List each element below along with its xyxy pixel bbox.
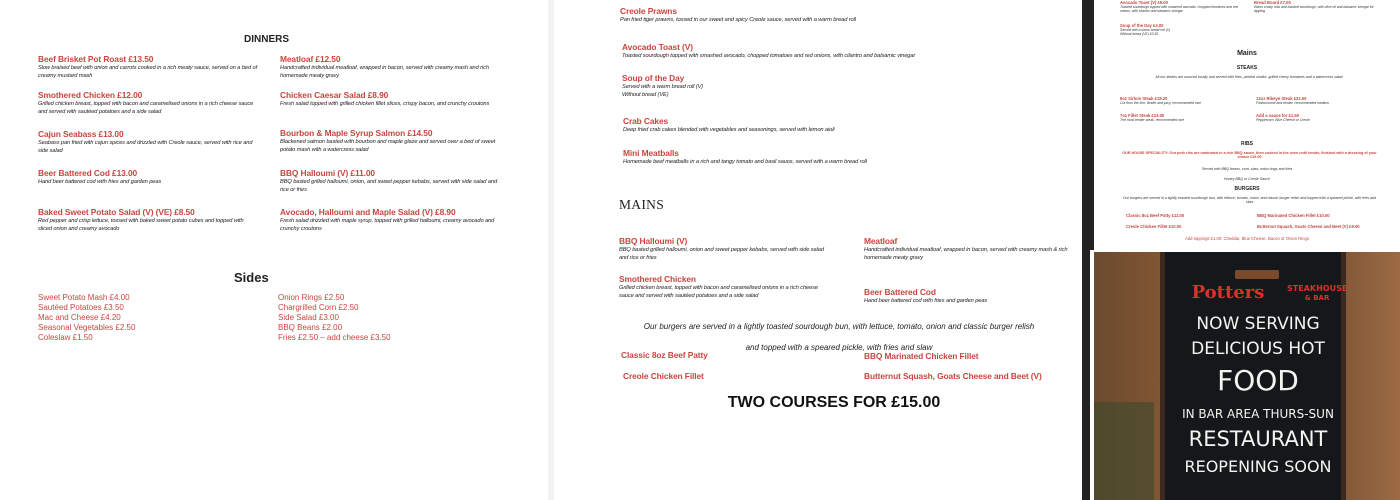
brand-name: Potters <box>1191 282 1265 303</box>
brand-sub-2: & BAR <box>1304 294 1330 302</box>
dish-desc: Deep fried crab cakes blended with vegetables and seasonings, served with lemon aioli <box>623 127 835 133</box>
dish-desc: Red pepper and crisp lettuce, tossed with baked sweet potato cubes and topped with sliced onion and creamy avocado <box>38 218 244 232</box>
steaks-menu-page <box>1090 0 1400 250</box>
dish-name: Beer Battered Cod £13.00 <box>38 168 138 178</box>
chalkboard <box>1160 252 1346 500</box>
dish-desc: The most tender steak, recommended rare <box>1120 118 1185 122</box>
sign-line-3: FOOD <box>1217 364 1299 397</box>
side-item: Side Salad £3.00 <box>278 313 339 322</box>
tiny-bread-board <box>1254 0 1384 13</box>
sign-line-2: DELICIOUS HOT <box>1191 339 1325 359</box>
dish-name: Avocado Toast (V) £5.00 <box>1120 0 1168 5</box>
dish-desc: Seabass pan fried with cajun spices and drizzled with Creole sauce, served with rice and side salad <box>38 140 253 154</box>
dish-desc: Hand beer battered cod with fries and garden peas <box>864 298 988 304</box>
starter-mini-meatballs <box>623 148 1063 166</box>
dish-avocado-halloumi <box>280 207 505 233</box>
tiny-bbq-chicken: BBQ Marinated Chicken Fillet £10.00 <box>1257 213 1330 218</box>
side-item: Seasonal Vegetables £2.50 <box>38 323 136 332</box>
dish-desc: Homemade beef meatballs in a rich and tangy tomato and basil sauce, served with a warm bread roll <box>623 159 867 165</box>
steaks-heading: STEAKS <box>1236 65 1258 71</box>
side-item: Fries £2.50 – add cheese £3.50 <box>278 333 391 342</box>
dish-name: Baked Sweet Potato Salad (V) (VE) £8.50 <box>38 207 195 217</box>
dish-desc: Fresh salad drizzled with maple syrup, topped with grilled halloumi, creamy avocado and crunchy croutons <box>280 218 495 232</box>
dish-name: Mini Meatballs <box>623 148 679 158</box>
main-beer-battered-cod <box>864 287 1076 305</box>
mains-heading: MAINS <box>619 197 665 212</box>
steaks-description: All our steaks are sourced locally and served with fries, pickled shallot, grilled cherry tomatoes and a watercress salad <box>1155 75 1343 79</box>
sign-line-4: IN BAR AREA THURS-SUN <box>1182 407 1334 421</box>
dish-name: Avocado, Halloumi and Maple Salad (V) £8.90 <box>280 207 456 217</box>
starter-avocado-toast <box>622 42 1062 60</box>
dish-desc: Toasted sourdough topped with smashed avocado, chopped tomatoes and red onions, with cilantro and balsamic vinegar <box>622 53 916 59</box>
burger-classic-beef: Classic 8oz Beef Patty <box>621 350 708 360</box>
side-item: Onion Rings £2.50 <box>278 293 345 302</box>
sides-left-list <box>38 293 238 343</box>
side-item: Chargrilled Corn £2.50 <box>278 303 359 312</box>
dish-name: Crab Cakes <box>623 116 669 126</box>
dish-desc: Peppercorn, Blue Cheese or Creole <box>1256 118 1310 122</box>
dish-name: Cajun Seabass £13.00 <box>38 129 124 139</box>
dish-desc: Warm crusty rolls and toasted sourdough, with olive oil and balsamic vinegar for dipping <box>1254 5 1374 13</box>
dish-name: Meatloaf £12.50 <box>280 54 341 64</box>
starter-creole-prawns <box>620 6 1060 24</box>
burgers-line-2: and topped with a speared pickle, with fries and slaw <box>745 343 933 352</box>
dish-desc-2: Without bread (VE) <box>622 92 669 98</box>
dish-desc: Served with a warm bread roll (V) <box>622 84 704 90</box>
boat-logo-icon <box>1235 270 1279 279</box>
dish-beer-battered-cod <box>38 168 258 186</box>
mains-menu-page <box>554 0 1082 500</box>
dish-name: Soup of the Day £4.00 <box>1120 23 1164 28</box>
dish-sweet-potato-salad <box>38 207 258 233</box>
tiny-sirloin <box>1120 96 1235 105</box>
ribs-special: OUR HOUSE SPECIALITY! Our pork ribs are marinated in a rich BBQ sauce, then cooked in the oven until tender, finished with a dressing of your choice £19.00 <box>1122 151 1377 159</box>
dish-name: Smothered Chicken £12.00 <box>38 90 143 100</box>
toppings-note: Add toppings £1.00; Cheddar, Blue Cheese, Bacon or Onion Rings <box>1185 236 1309 241</box>
tiny-add-sauce <box>1256 113 1386 122</box>
burger-bbq-chicken: BBQ Marinated Chicken Fillet <box>864 351 979 361</box>
side-item: Sautéed Potatoes £3.50 <box>38 303 124 312</box>
dish-name: 7oz Fillet Steak £23.00 <box>1120 113 1165 118</box>
ribs-heading: RIBS <box>1241 141 1253 147</box>
dish-name: 12oz Ribeye Steak £22.00 <box>1256 96 1307 101</box>
side-item: Mac and Cheese £4.20 <box>38 313 121 322</box>
dish-desc-2: Without bread (VE) £3.50 <box>1120 32 1159 36</box>
dish-desc: Grilled chicken breast, topped with bacon and caramelised onions in a rich cheese sauce and served with sautéed potatoes and a side salad <box>38 101 254 115</box>
mains-heading: Mains <box>1237 50 1257 57</box>
page-divider <box>1082 0 1090 500</box>
dish-desc: BBQ basted grilled halloumi, onion, and sweet pepper kebabs, served with side salad and rice or fries <box>280 179 498 193</box>
dish-smothered-chicken <box>38 90 258 116</box>
dish-desc: Handcrafted individual meatloaf, wrapped in bacon, served with creamy mash and rich homemade meaty gravy <box>280 65 489 79</box>
dish-name: Add a sauce for £1.50 <box>1256 113 1300 118</box>
dish-desc: Slow braised beef with onion and carrots cooked in a rich meaty sauce, served on a bed of creamy mustard mash <box>38 65 258 79</box>
dish-chicken-caesar <box>280 90 505 108</box>
main-bbq-halloumi <box>619 236 829 262</box>
burgers-description: Our burgers are served in a lightly toasted sourdough bun, with lettuce, tomato, onion, and classic burger relish and topped with a speared pickle, with fries and slaw <box>1122 196 1377 204</box>
dish-name: BBQ Halloumi (V) £11.00 <box>280 168 375 178</box>
dish-desc: Cut from the loin, tender and juicy, recommended rare <box>1120 101 1201 105</box>
foliage <box>1094 402 1154 500</box>
dish-desc: Flavoursome and tender, recommended medium <box>1256 101 1330 105</box>
dinners-menu-page <box>0 0 548 500</box>
dish-desc: BBQ basted grilled halloumi, onion and sweet pepper kebabs, served with side salad and rice or fries <box>619 247 824 261</box>
dish-desc: Hand beer battered cod with fries and garden peas <box>38 179 162 185</box>
dish-name: Beef Brisket Pot Roast £13.50 <box>38 54 154 64</box>
dish-name: Beer Battered Cod <box>864 287 936 297</box>
chalkboard-sign-photo <box>1094 252 1400 500</box>
sign-line-6: REOPENING SOON <box>1184 457 1332 476</box>
dish-desc: Fresh salad topped with grilled chicken fillet slices, crispy bacon, and crunchy croutons <box>280 101 490 107</box>
brand-sub-1: STEAKHOUSE <box>1287 284 1348 293</box>
dish-beef-brisket <box>38 54 258 80</box>
dish-desc: Pan fried tiger prawns, tossed in our sweet and spicy Creole sauce, served with a warm bread roll <box>620 17 856 23</box>
tiny-butternut: Butternut Squash, Goats Cheese and Beet (V) £9.00 <box>1257 224 1360 229</box>
ribs-sauce: Honey BBQ or Creole Sauce <box>1224 177 1270 181</box>
main-smothered-chicken <box>619 274 819 300</box>
sign-line-1: NOW SERVING <box>1196 314 1320 334</box>
tiny-ribeye <box>1256 96 1386 105</box>
tiny-soup <box>1120 23 1240 36</box>
two-courses-offer: TWO COURSES FOR £15.00 <box>727 394 941 411</box>
tiny-creole-chicken: Creole Chicken Fillet £10.00 <box>1126 224 1182 229</box>
sign-line-5: RESTAURANT <box>1188 427 1328 451</box>
burgers-line-1: Our burgers are served in a lightly toasted sourdough bun, with lettuce, tomato, onion and classic burger relish <box>643 322 1035 331</box>
dish-desc: Served with a warm bread roll (V) <box>1120 28 1171 32</box>
side-item: Coleslaw £1.50 <box>38 333 93 342</box>
dish-name: Creole Prawns <box>620 6 677 16</box>
starter-soup <box>622 73 1062 99</box>
burger-creole-chicken: Creole Chicken Fillet <box>623 371 704 381</box>
dish-desc: Blackened salmon basted with bourbon and maple glaze and served over a bed of sweet potato mash with a watercress salad <box>280 139 496 153</box>
sides-heading: Sides <box>234 270 269 285</box>
dinners-heading: DINNERS <box>244 34 290 45</box>
dish-bbq-halloumi <box>280 168 505 194</box>
dish-desc: Toasted sourdough topped with smashed avocado, chopped tomatoes and red onions, with cilantro and balsamic vinegar <box>1120 5 1238 13</box>
dish-name: Bourbon & Maple Syrup Salmon £14.50 <box>280 128 433 138</box>
dish-name: 8oz Sirloin Steak £19.20 <box>1120 96 1168 101</box>
starter-crab-cakes <box>623 116 1063 134</box>
dish-name: BBQ Halloumi (V) <box>619 236 688 246</box>
tiny-avocado-toast <box>1120 0 1240 13</box>
dish-desc: Grilled chicken breast, topped with bacon and caramelised onions in a rich cheese sauce and served with sautéed potatoes and a side salad <box>619 285 818 299</box>
side-item: Sweet Potato Mash £4.00 <box>38 293 130 302</box>
dish-name: Meatloaf <box>864 236 898 246</box>
burger-butternut-squash: Butternut Squash, Goats Cheese and Beet (V) <box>864 371 1042 381</box>
ribs-served: Served with BBQ beans, corn, slaw, onion rings and fries <box>1201 167 1293 171</box>
sides-right-list <box>278 293 498 343</box>
dish-cajun-seabass <box>38 129 258 155</box>
dish-meatloaf <box>280 54 505 80</box>
dish-name: Soup of the Day <box>622 73 685 83</box>
main-meatloaf <box>864 236 1076 262</box>
burgers-heading: BURGERS <box>1234 186 1260 192</box>
dish-name: Smothered Chicken <box>619 274 696 284</box>
dish-bourbon-salmon <box>280 128 505 154</box>
dish-name: Chicken Caesar Salad £8.90 <box>280 90 389 100</box>
dish-name: Bread Board £7.00 <box>1254 0 1291 5</box>
dish-desc: Handcrafted individual meatloaf, wrapped in bacon, served with creamy mash & rich homemade meaty gravy <box>864 247 1068 261</box>
tiny-classic-beef: Classic 8oz Beef Patty £11.00 <box>1126 213 1185 218</box>
tiny-fillet <box>1120 113 1235 122</box>
dish-name: Avocado Toast (V) <box>622 42 693 52</box>
side-item: BBQ Beans £2.00 <box>278 323 343 332</box>
